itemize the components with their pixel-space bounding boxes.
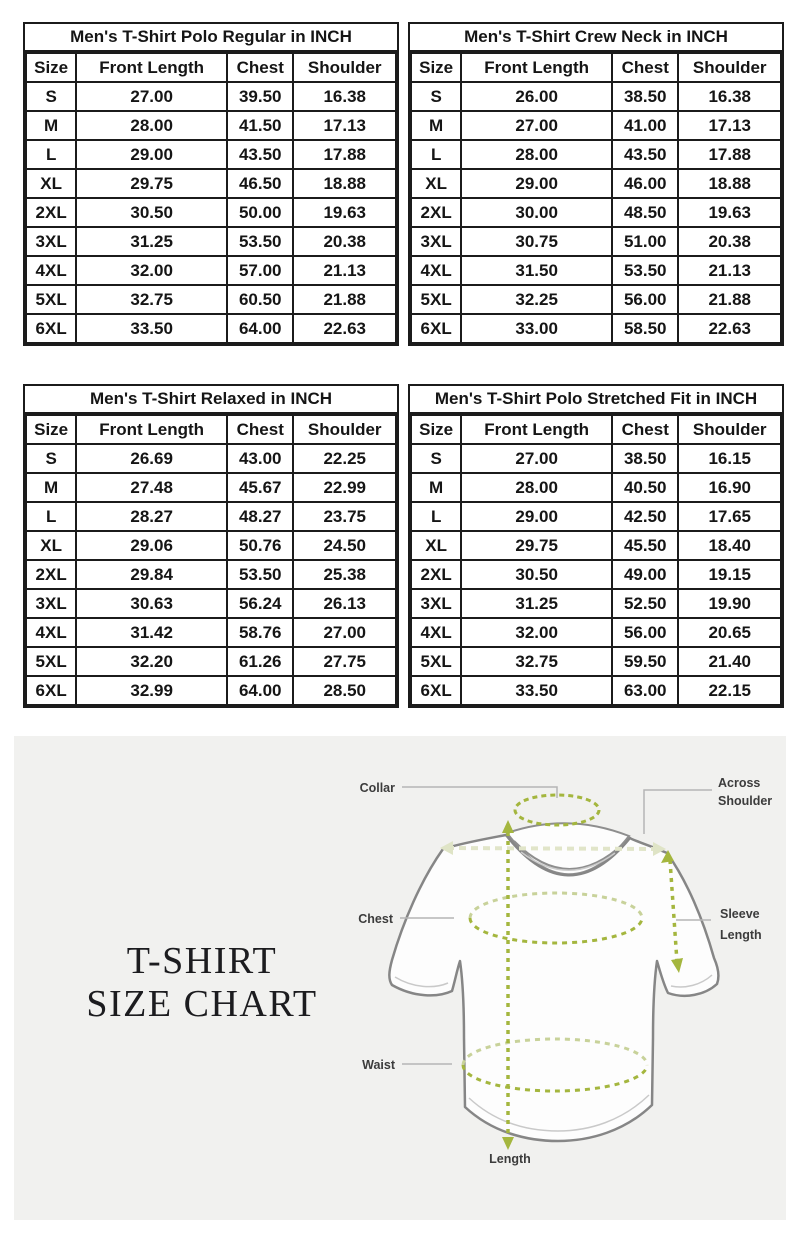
- table-cell: 40.50: [612, 473, 678, 502]
- table-body: [26, 444, 396, 705]
- table-row: [411, 256, 781, 285]
- table-row: [411, 676, 781, 705]
- table-cell: 46.50: [227, 169, 293, 198]
- table-row: [411, 169, 781, 198]
- col-header-shoulder: Shoulder: [293, 415, 396, 444]
- table-header-row: [26, 415, 396, 444]
- table-cell: 28.00: [76, 111, 227, 140]
- table-cell: 22.63: [293, 314, 396, 343]
- table-cell: 27.75: [293, 647, 396, 676]
- size-table: [410, 52, 782, 344]
- table-cell: 32.00: [76, 256, 227, 285]
- table-row: [411, 198, 781, 227]
- table-row: [26, 444, 396, 473]
- table-row: [26, 618, 396, 647]
- table-cell: 27.00: [293, 618, 396, 647]
- table-cell: 28.50: [293, 676, 396, 705]
- table-cell: 24.50: [293, 531, 396, 560]
- table-row: [26, 111, 396, 140]
- table-cell: 53.50: [227, 560, 293, 589]
- col-header-chest: Chest: [227, 53, 293, 82]
- table-cell: 6XL: [26, 676, 76, 705]
- table-cell: 21.13: [678, 256, 781, 285]
- table-cell: 16.38: [293, 82, 396, 111]
- col-header-size: Size: [26, 53, 76, 82]
- length-arrow-top: [502, 820, 514, 833]
- table-cell: 28.27: [76, 502, 227, 531]
- col-header-shoulder: Shoulder: [678, 53, 781, 82]
- table-title: Men's T-Shirt Relaxed in INCH: [25, 386, 397, 414]
- table-cell: 38.50: [612, 82, 678, 111]
- table-cell: 18.40: [678, 531, 781, 560]
- size-chart-panel: [14, 736, 786, 1220]
- col-header-chest: Chest: [612, 53, 678, 82]
- table-row: [26, 140, 396, 169]
- table-cell: 3XL: [26, 227, 76, 256]
- table-cell: 18.88: [293, 169, 396, 198]
- table-cell: 48.50: [612, 198, 678, 227]
- table-header-row: [411, 415, 781, 444]
- col-header-size: Size: [411, 53, 461, 82]
- size-table-polo-regular: [23, 22, 399, 346]
- table-cell: 64.00: [227, 676, 293, 705]
- table-cell: 4XL: [26, 618, 76, 647]
- col-header-chest: Chest: [612, 415, 678, 444]
- table-cell: 19.63: [678, 198, 781, 227]
- table-cell: 4XL: [411, 256, 461, 285]
- table-cell: 49.00: [612, 560, 678, 589]
- across-shoulder-label-line1: Across: [718, 776, 761, 790]
- table-cell: 53.50: [227, 227, 293, 256]
- table-cell: 51.00: [612, 227, 678, 256]
- table-cell: 29.00: [461, 502, 612, 531]
- table-cell: 50.76: [227, 531, 293, 560]
- table-cell: 41.50: [227, 111, 293, 140]
- table-cell: S: [411, 82, 461, 111]
- table-cell: 32.20: [76, 647, 227, 676]
- table-row: [411, 502, 781, 531]
- table-cell: 20.65: [678, 618, 781, 647]
- table-row: [26, 285, 396, 314]
- table-cell: 16.38: [678, 82, 781, 111]
- table-cell: S: [26, 82, 76, 111]
- table-row: [411, 647, 781, 676]
- table-cell: 31.25: [461, 589, 612, 618]
- table-row: [26, 531, 396, 560]
- collar-label: Collar: [359, 781, 395, 795]
- table-cell: 48.27: [227, 502, 293, 531]
- table-cell: 2XL: [411, 198, 461, 227]
- table-cell: 6XL: [411, 676, 461, 705]
- table-cell: 5XL: [411, 647, 461, 676]
- table-row: [26, 169, 396, 198]
- table-cell: 29.06: [76, 531, 227, 560]
- table-cell: 21.13: [293, 256, 396, 285]
- table-title: Men's T-Shirt Polo Regular in INCH: [25, 24, 397, 52]
- table-cell: 46.00: [612, 169, 678, 198]
- size-table-relaxed: [23, 384, 399, 708]
- table-body: [411, 444, 781, 705]
- table-cell: 43.50: [227, 140, 293, 169]
- table-cell: 32.00: [461, 618, 612, 647]
- size-table-crew-neck: [408, 22, 784, 346]
- length-arrow-bottom: [502, 1137, 514, 1150]
- table-cell: 4XL: [411, 618, 461, 647]
- table-cell: 6XL: [411, 314, 461, 343]
- table-cell: 21.40: [678, 647, 781, 676]
- table-cell: 63.00: [612, 676, 678, 705]
- table-cell: 56.00: [612, 618, 678, 647]
- across-shoulder-leader-line: [644, 790, 712, 834]
- table-cell: 27.00: [76, 82, 227, 111]
- table-row: [411, 444, 781, 473]
- table-cell: 31.50: [461, 256, 612, 285]
- table-cell: 28.00: [461, 140, 612, 169]
- table-cell: 16.15: [678, 444, 781, 473]
- table-cell: 30.75: [461, 227, 612, 256]
- table-cell: 57.00: [227, 256, 293, 285]
- table-cell: 2XL: [26, 198, 76, 227]
- table-cell: L: [411, 502, 461, 531]
- table-cell: 27.48: [76, 473, 227, 502]
- table-cell: 52.50: [612, 589, 678, 618]
- table-cell: 30.50: [461, 560, 612, 589]
- collar-measure-ellipse: [515, 795, 599, 825]
- table-cell: 16.90: [678, 473, 781, 502]
- table-cell: 30.63: [76, 589, 227, 618]
- chest-label: Chest: [358, 912, 393, 926]
- size-chart-title-line1: T-SHIRT: [126, 940, 278, 982]
- table-title: Men's T-Shirt Crew Neck in INCH: [410, 24, 782, 52]
- table-row: [411, 111, 781, 140]
- table-cell: 23.75: [293, 502, 396, 531]
- size-chart-title-line2: SIZE CHART: [86, 983, 318, 1025]
- table-cell: 31.42: [76, 618, 227, 647]
- size-chart-title: [28, 940, 376, 1026]
- col-header-size: Size: [411, 415, 461, 444]
- table-cell: L: [26, 140, 76, 169]
- waist-label: Waist: [362, 1058, 395, 1072]
- table-cell: 21.88: [293, 285, 396, 314]
- table-cell: 5XL: [26, 285, 76, 314]
- table-cell: 3XL: [411, 227, 461, 256]
- table-cell: 58.50: [612, 314, 678, 343]
- col-header-size: Size: [26, 415, 76, 444]
- table-cell: 42.50: [612, 502, 678, 531]
- table-cell: L: [26, 502, 76, 531]
- table-body: [26, 82, 396, 343]
- col-header-front-length: Front Length: [76, 415, 227, 444]
- table-cell: M: [26, 473, 76, 502]
- table-row: [26, 589, 396, 618]
- table-cell: 30.00: [461, 198, 612, 227]
- table-cell: 45.67: [227, 473, 293, 502]
- table-cell: 27.00: [461, 111, 612, 140]
- table-cell: 17.88: [293, 140, 396, 169]
- col-header-front-length: Front Length: [461, 53, 612, 82]
- col-header-front-length: Front Length: [76, 53, 227, 82]
- table-header-row: [411, 53, 781, 82]
- table-cell: 25.38: [293, 560, 396, 589]
- table-row: [26, 560, 396, 589]
- table-cell: 4XL: [26, 256, 76, 285]
- size-table-polo-stretched-fit: [408, 384, 784, 708]
- table-cell: 5XL: [411, 285, 461, 314]
- table-title: Men's T-Shirt Polo Stretched Fit in INCH: [410, 386, 782, 414]
- table-cell: 26.00: [461, 82, 612, 111]
- table-row: [26, 198, 396, 227]
- table-cell: 20.38: [678, 227, 781, 256]
- table-cell: 32.25: [461, 285, 612, 314]
- table-cell: 39.50: [227, 82, 293, 111]
- table-row: [26, 314, 396, 343]
- table-cell: 33.50: [461, 676, 612, 705]
- table-cell: 32.75: [461, 647, 612, 676]
- table-cell: 22.25: [293, 444, 396, 473]
- table-cell: XL: [26, 169, 76, 198]
- table-row: [26, 256, 396, 285]
- table-cell: 18.88: [678, 169, 781, 198]
- table-cell: 60.50: [227, 285, 293, 314]
- col-header-shoulder: Shoulder: [678, 415, 781, 444]
- table-cell: XL: [411, 531, 461, 560]
- size-table: [25, 414, 397, 706]
- table-cell: 56.00: [612, 285, 678, 314]
- table-row: [26, 473, 396, 502]
- table-cell: 26.13: [293, 589, 396, 618]
- table-cell: 5XL: [26, 647, 76, 676]
- table-row: [26, 647, 396, 676]
- table-row: [411, 140, 781, 169]
- table-cell: XL: [26, 531, 76, 560]
- table-cell: 22.63: [678, 314, 781, 343]
- table-cell: 27.00: [461, 444, 612, 473]
- table-cell: 28.00: [461, 473, 612, 502]
- table-cell: 31.25: [76, 227, 227, 256]
- table-cell: 26.69: [76, 444, 227, 473]
- table-cell: 29.00: [76, 140, 227, 169]
- table-cell: 56.24: [227, 589, 293, 618]
- table-cell: 58.76: [227, 618, 293, 647]
- table-cell: 2XL: [26, 560, 76, 589]
- table-row: [411, 82, 781, 111]
- across-shoulder-label-line2: Shoulder: [718, 794, 773, 808]
- table-cell: 17.13: [678, 111, 781, 140]
- table-cell: 17.88: [678, 140, 781, 169]
- table-cell: 3XL: [26, 589, 76, 618]
- table-body: [411, 82, 781, 343]
- table-cell: 43.50: [612, 140, 678, 169]
- table-row: [411, 560, 781, 589]
- table-cell: 29.75: [76, 169, 227, 198]
- table-cell: 22.15: [678, 676, 781, 705]
- table-row: [411, 314, 781, 343]
- table-header-row: [26, 53, 396, 82]
- table-cell: 33.00: [461, 314, 612, 343]
- size-table: [25, 52, 397, 344]
- table-cell: 64.00: [227, 314, 293, 343]
- table-cell: M: [411, 111, 461, 140]
- table-cell: 59.50: [612, 647, 678, 676]
- table-cell: S: [411, 444, 461, 473]
- table-cell: 17.65: [678, 502, 781, 531]
- table-cell: 41.00: [612, 111, 678, 140]
- table-cell: XL: [411, 169, 461, 198]
- table-cell: 20.38: [293, 227, 396, 256]
- table-cell: 29.84: [76, 560, 227, 589]
- sleeve-length-label-line2: Length: [720, 928, 762, 942]
- table-row: [411, 618, 781, 647]
- table-cell: 19.15: [678, 560, 781, 589]
- table-cell: 6XL: [26, 314, 76, 343]
- table-cell: 19.63: [293, 198, 396, 227]
- table-cell: 17.13: [293, 111, 396, 140]
- table-cell: 19.90: [678, 589, 781, 618]
- table-row: [411, 531, 781, 560]
- table-row: [26, 227, 396, 256]
- table-cell: 32.99: [76, 676, 227, 705]
- table-cell: 2XL: [411, 560, 461, 589]
- table-row: [26, 502, 396, 531]
- table-cell: 21.88: [678, 285, 781, 314]
- table-row: [411, 285, 781, 314]
- sleeve-length-label-line1: Sleeve: [720, 907, 760, 921]
- table-cell: 53.50: [612, 256, 678, 285]
- table-cell: 29.75: [461, 531, 612, 560]
- col-header-chest: Chest: [227, 415, 293, 444]
- table-row: [411, 589, 781, 618]
- table-cell: L: [411, 140, 461, 169]
- table-row: [411, 227, 781, 256]
- table-cell: 50.00: [227, 198, 293, 227]
- table-cell: 33.50: [76, 314, 227, 343]
- col-header-shoulder: Shoulder: [293, 53, 396, 82]
- col-header-front-length: Front Length: [461, 415, 612, 444]
- table-row: [26, 82, 396, 111]
- table-cell: M: [411, 473, 461, 502]
- tshirt-outline: [389, 835, 718, 1141]
- table-cell: 45.50: [612, 531, 678, 560]
- size-table: [410, 414, 782, 706]
- length-label: Length: [489, 1152, 531, 1166]
- table-cell: 43.00: [227, 444, 293, 473]
- table-cell: 38.50: [612, 444, 678, 473]
- table-cell: 29.00: [461, 169, 612, 198]
- table-row: [411, 473, 781, 502]
- table-cell: 32.75: [76, 285, 227, 314]
- table-cell: 30.50: [76, 198, 227, 227]
- table-cell: 3XL: [411, 589, 461, 618]
- table-cell: S: [26, 444, 76, 473]
- table-cell: 61.26: [227, 647, 293, 676]
- table-cell: 22.99: [293, 473, 396, 502]
- table-cell: M: [26, 111, 76, 140]
- table-row: [26, 676, 396, 705]
